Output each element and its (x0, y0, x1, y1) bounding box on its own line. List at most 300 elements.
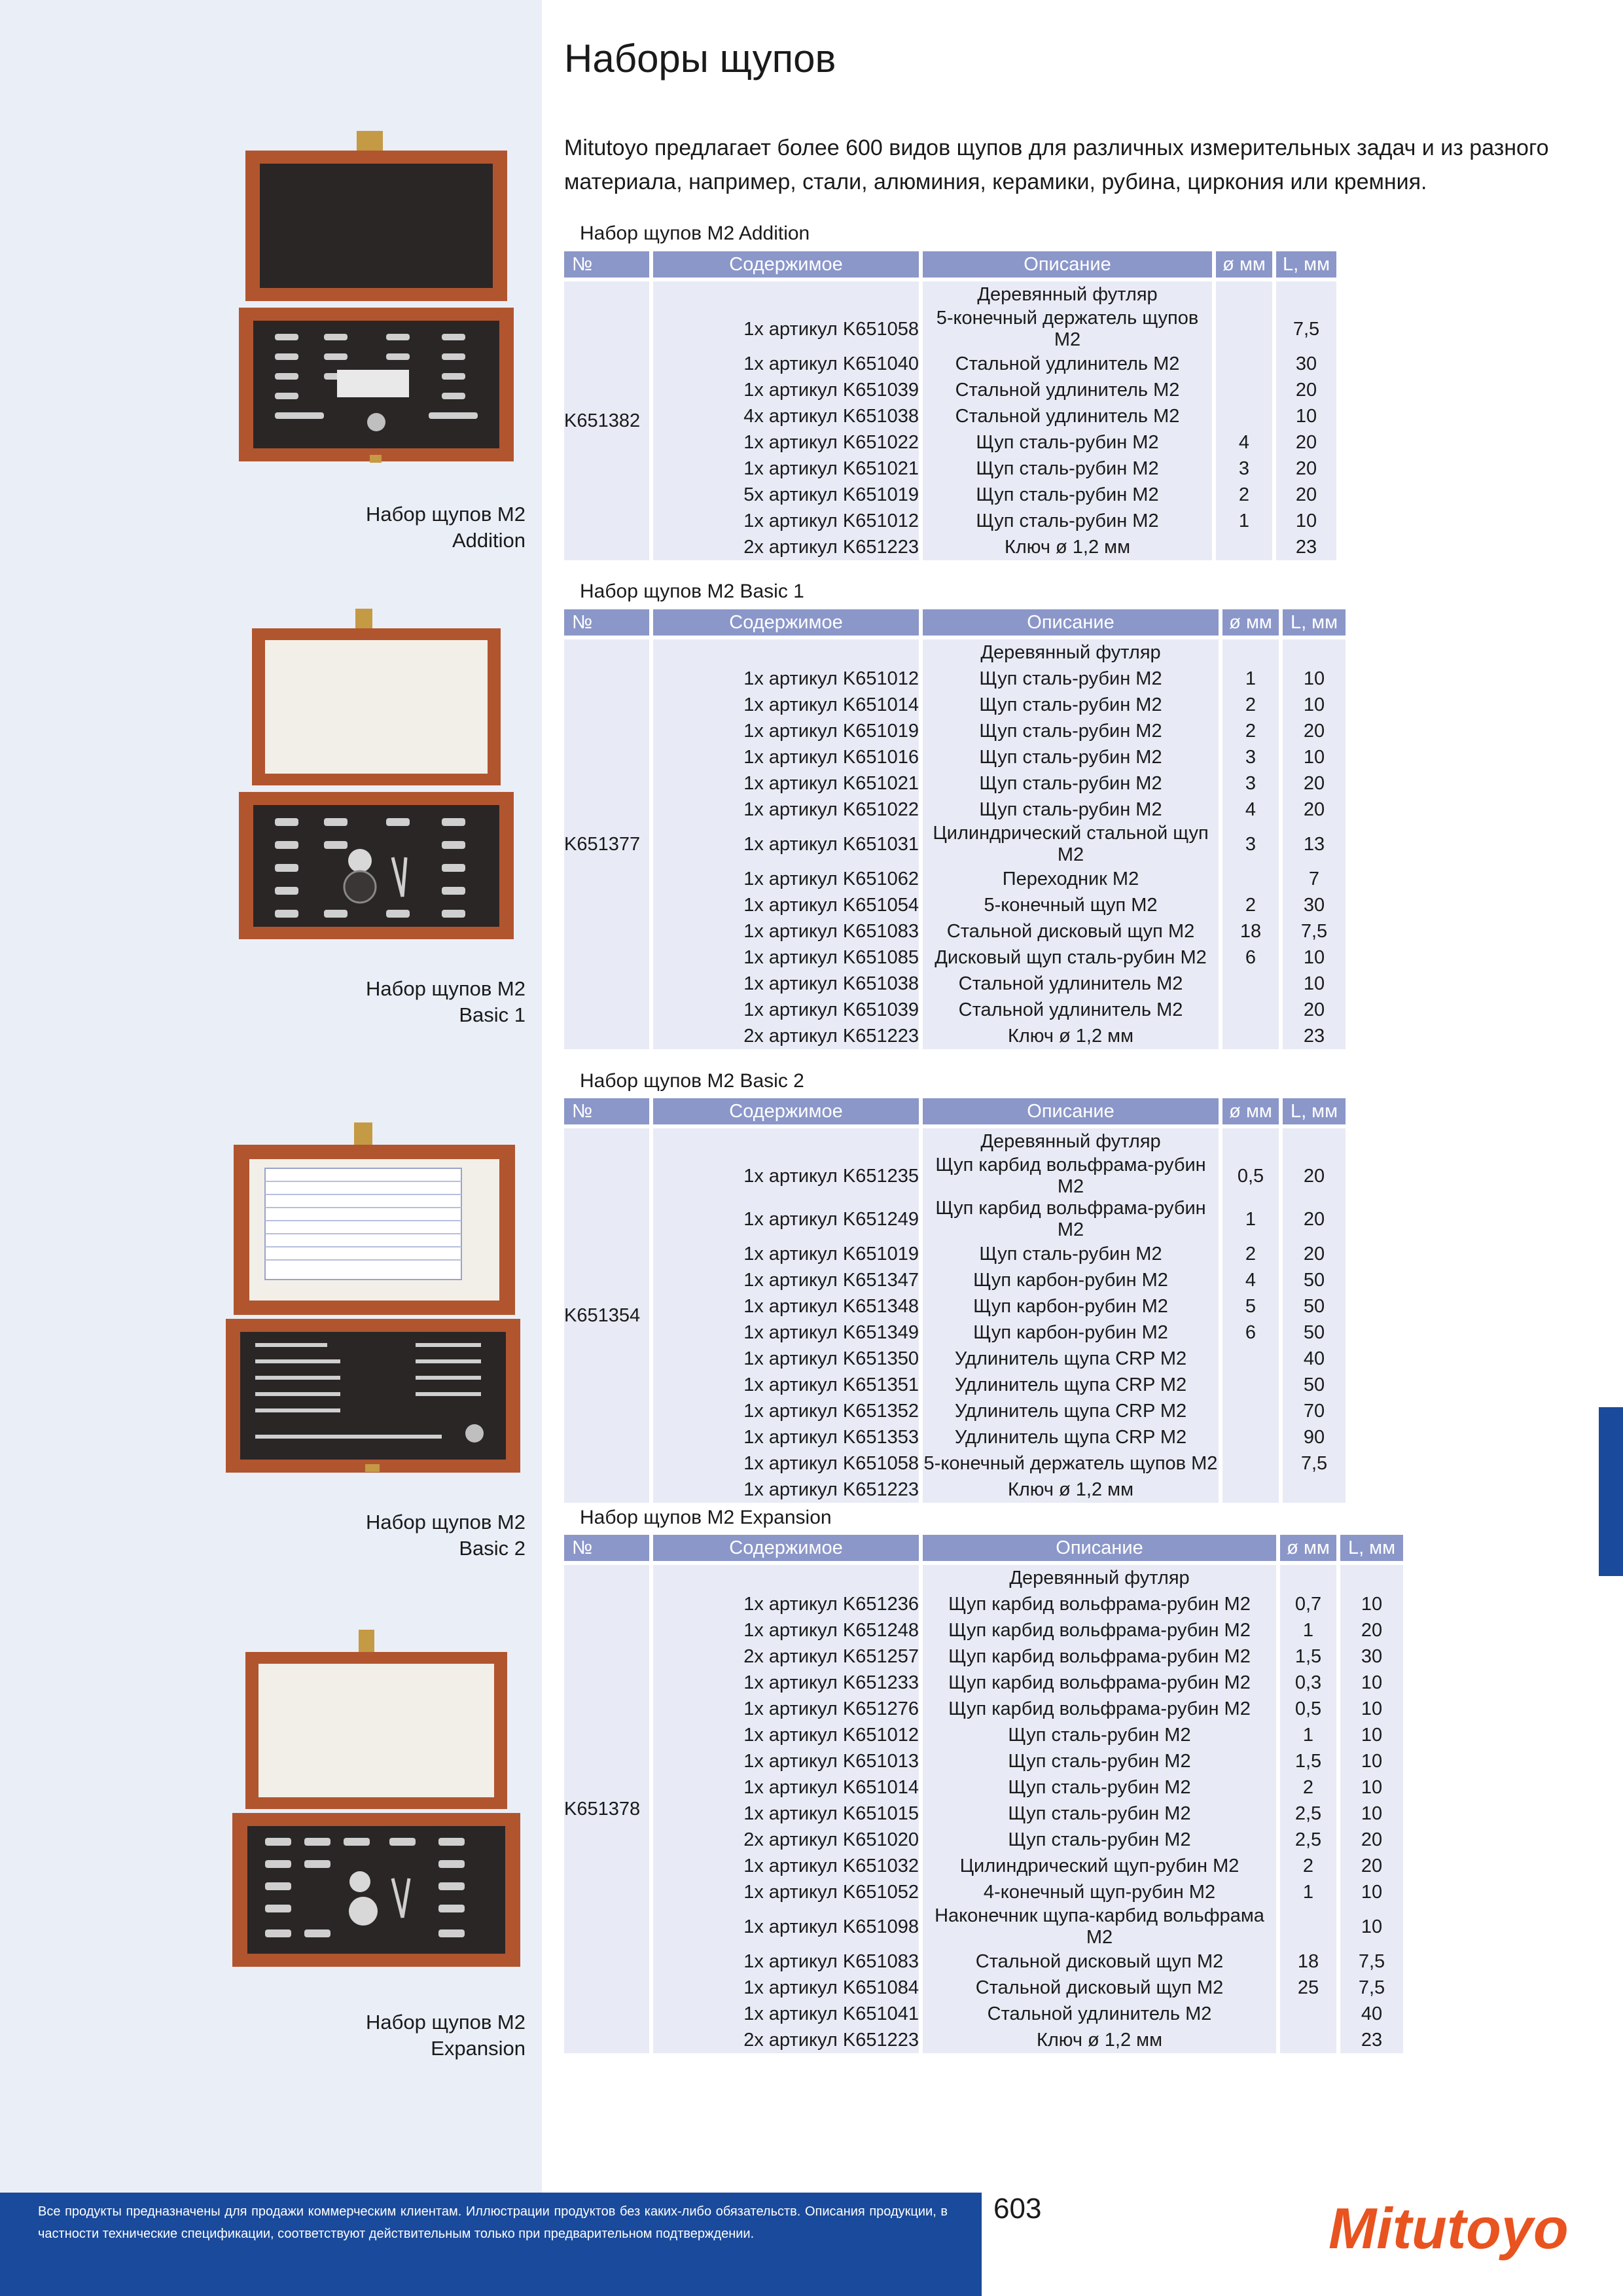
diameter-cell: 2 (1280, 1853, 1340, 1879)
contents-cell: 1x артикул K651351 (653, 1372, 923, 1398)
length-cell: 20 (1340, 1853, 1403, 1879)
description-cell: Стальной дисковый щуп M2 (923, 1948, 1280, 1975)
description-cell: Щуп карбон-рубин M2 (923, 1293, 1222, 1319)
contents-cell (653, 1124, 923, 1155)
length-cell: 20 (1276, 456, 1336, 482)
length-cell: 10 (1283, 692, 1346, 718)
description-cell: Деревянный футляр (923, 1124, 1222, 1155)
description-cell: Щуп карбид вольфрама-рубин M2 (923, 1591, 1280, 1617)
caption-line: Basic 2 (459, 1537, 526, 1560)
diameter-cell: 2 (1222, 1241, 1283, 1267)
description-cell: Удлинитель щупа CRP M2 (923, 1398, 1222, 1424)
diameter-cell: 1 (1280, 1617, 1340, 1643)
contents-cell: 1x артикул K651021 (653, 770, 923, 797)
diameter-cell: 1 (1216, 508, 1276, 534)
contents-cell: 1x артикул K651022 (653, 429, 923, 456)
diameter-cell: 18 (1222, 918, 1283, 944)
description-cell: Стальной удлинитель M2 (923, 2001, 1280, 2027)
diameter-cell: 5 (1222, 1293, 1283, 1319)
caption-line: Набор щупов M2 (365, 1511, 526, 1534)
contents-cell: 1x артикул K651235 (653, 1155, 923, 1198)
diameter-cell: 2 (1280, 1774, 1340, 1801)
page-title: Наборы щупов (564, 37, 836, 81)
header-diameter: ø мм (1216, 251, 1276, 278)
length-cell: 7,5 (1340, 1948, 1403, 1975)
table-row (564, 278, 1336, 308)
diameter-cell (1222, 1023, 1283, 1049)
length-cell: 7,5 (1283, 1450, 1346, 1477)
diameter-cell: 4 (1216, 429, 1276, 456)
description-cell: Деревянный футляр (923, 1561, 1280, 1591)
description-cell: Щуп сталь-рубин M2 (923, 1801, 1280, 1827)
description-cell: Щуп карбид вольфрама-рубин M2 (923, 1643, 1280, 1670)
length-cell: 10 (1283, 744, 1346, 770)
table-row (564, 308, 1336, 351)
table-row (564, 1853, 1403, 1879)
description-cell: Стальной дисковый щуп M2 (923, 918, 1222, 944)
diameter-cell (1216, 403, 1276, 429)
header-diameter: ø мм (1280, 1535, 1340, 1561)
contents-cell: 1x артикул K651248 (653, 1617, 923, 1643)
diameter-cell (1222, 636, 1283, 666)
table-row (564, 1023, 1346, 1049)
kit-title-addition: Набор щупов M2 Addition (580, 223, 810, 244)
contents-cell: 1x артикул K651039 (653, 997, 923, 1023)
diameter-cell: 3 (1222, 770, 1283, 797)
length-cell (1283, 1124, 1346, 1155)
table-row (564, 1748, 1403, 1774)
contents-cell: 1x артикул K651350 (653, 1346, 923, 1372)
length-cell: 20 (1283, 1198, 1346, 1241)
kit-title-expansion: Набор щупов M2 Expansion (580, 1507, 832, 1528)
contents-cell: 5x артикул K651019 (653, 482, 923, 508)
photo-caption-basic-1 (264, 976, 526, 1028)
diameter-cell: 0,5 (1222, 1155, 1283, 1198)
table-row (564, 351, 1336, 377)
header-no: № (564, 1098, 653, 1124)
diameter-cell: 3 (1216, 456, 1276, 482)
length-cell: 13 (1283, 823, 1346, 866)
description-cell: Щуп сталь-рубин M2 (923, 429, 1216, 456)
length-cell: 50 (1283, 1267, 1346, 1293)
length-cell: 20 (1283, 1241, 1346, 1267)
description-cell: 5-конечный щуп M2 (923, 892, 1222, 918)
length-cell: 50 (1283, 1293, 1346, 1319)
contents-cell: 1x артикул K651058 (653, 308, 923, 351)
table-row (564, 971, 1346, 997)
diameter-cell: 1,5 (1280, 1748, 1340, 1774)
description-cell: Удлинитель щупа CRP M2 (923, 1346, 1222, 1372)
table-row (564, 1975, 1403, 2001)
table-row (564, 1198, 1346, 1241)
table-row (564, 797, 1346, 823)
table-row (564, 1372, 1346, 1398)
description-cell: Стальной удлинитель M2 (923, 377, 1216, 403)
caption-line: Набор щупов M2 (365, 977, 526, 1000)
header-description: Описание (923, 609, 1222, 636)
length-cell: 10 (1340, 1696, 1403, 1722)
diameter-cell (1222, 1346, 1283, 1372)
diameter-cell: 0,3 (1280, 1670, 1340, 1696)
contents-cell: 1x артикул K651015 (653, 1801, 923, 1827)
intro-paragraph: Mitutoyo предлагает более 600 видов щупов для различных измерительных задач и из разного материала, например, стали, алюминия, керамики, рубина, циркония или кремния. (564, 135, 1549, 194)
diameter-cell: 1 (1222, 666, 1283, 692)
contents-cell: 1x артикул K651019 (653, 718, 923, 744)
kit-title-basic-2: Набор щупов M2 Basic 2 (580, 1070, 804, 1092)
contents-cell: 1x артикул K651039 (653, 377, 923, 403)
diameter-cell (1222, 866, 1283, 892)
table-row (564, 823, 1346, 866)
contents-cell: 1x артикул K651347 (653, 1267, 923, 1293)
table-row (564, 944, 1346, 971)
description-cell: Ключ ø 1,2 мм (923, 1023, 1222, 1049)
table-row (564, 1774, 1403, 1801)
description-cell: Щуп сталь-рубин M2 (923, 456, 1216, 482)
table-row (564, 456, 1336, 482)
header-diameter: ø мм (1222, 609, 1283, 636)
description-cell: 5-конечный держатель щупов M2 (923, 308, 1216, 351)
contents-cell: 1x артикул K651085 (653, 944, 923, 971)
table-row (564, 1670, 1403, 1696)
description-cell: Щуп сталь-рубин M2 (923, 482, 1216, 508)
wooden-case-open-lid-icon (239, 609, 527, 942)
contents-cell: 1x артикул K651022 (653, 797, 923, 823)
header-diameter: ø мм (1222, 1098, 1283, 1124)
table-row (564, 1450, 1346, 1477)
contents-cell: 1x артикул K651032 (653, 1853, 923, 1879)
description-cell: Ключ ø 1,2 мм (923, 534, 1216, 560)
table-row (564, 1879, 1403, 1905)
description-cell: Щуп сталь-рубин M2 (923, 797, 1222, 823)
description-cell: Ключ ø 1,2 мм (923, 2027, 1280, 2053)
diameter-cell: 4 (1222, 797, 1283, 823)
diameter-cell: 2 (1222, 692, 1283, 718)
contents-cell: 1x артикул K651249 (653, 1198, 923, 1241)
length-cell: 10 (1283, 944, 1346, 971)
description-cell: Щуп карбид вольфрама-рубин M2 (923, 1617, 1280, 1643)
diameter-cell (1222, 997, 1283, 1023)
table-row (564, 1696, 1403, 1722)
article-number-cell: K651382 (564, 278, 653, 560)
kit-title-basic-1: Набор щупов M2 Basic 1 (580, 581, 804, 602)
description-cell: Щуп сталь-рубин M2 (923, 692, 1222, 718)
header-description: Описание (923, 1535, 1280, 1561)
table-row (564, 1424, 1346, 1450)
contents-cell: 1x артикул K651084 (653, 1975, 923, 2001)
length-cell: 30 (1340, 1643, 1403, 1670)
diameter-cell (1222, 1450, 1283, 1477)
table-row (564, 744, 1346, 770)
length-cell: 7,5 (1283, 918, 1346, 944)
contents-cell: 1x артикул K651058 (653, 1450, 923, 1477)
description-cell: Щуп карбид вольфрама-рубин M2 (923, 1670, 1280, 1696)
description-cell: Стальной дисковый щуп M2 (923, 1975, 1280, 2001)
description-cell: Стальной удлинитель M2 (923, 351, 1216, 377)
length-cell: 7,5 (1340, 1975, 1403, 2001)
header-contents: Содержимое (653, 251, 923, 278)
table-row (564, 892, 1346, 918)
contents-cell: 1x артикул K651236 (653, 1591, 923, 1617)
length-cell: 23 (1276, 534, 1336, 560)
caption-line: Expansion (431, 2037, 526, 2060)
description-cell: Щуп сталь-рубин M2 (923, 508, 1216, 534)
diameter-cell: 3 (1222, 744, 1283, 770)
article-number-cell: K651377 (564, 636, 653, 1049)
diameter-cell (1222, 1124, 1283, 1155)
description-cell: Щуп сталь-рубин M2 (923, 770, 1222, 797)
length-cell: 10 (1340, 1905, 1403, 1948)
table-row (564, 2027, 1403, 2053)
description-cell: Стальной удлинитель M2 (923, 997, 1222, 1023)
description-cell: 4-конечный щуп-рубин M2 (923, 1879, 1280, 1905)
table-row (564, 1948, 1403, 1975)
contents-cell: 1x артикул K651052 (653, 1879, 923, 1905)
diameter-cell (1216, 308, 1276, 351)
table-row (564, 1241, 1346, 1267)
length-cell: 20 (1283, 1155, 1346, 1198)
contents-cell: 2x артикул K651223 (653, 534, 923, 560)
diameter-cell (1280, 1561, 1340, 1591)
description-cell: Удлинитель щупа CRP M2 (923, 1372, 1222, 1398)
description-cell: Щуп карбид вольфрама-рубин M2 (923, 1198, 1222, 1241)
table-row (564, 508, 1336, 534)
diameter-cell (1216, 377, 1276, 403)
description-cell: Щуп карбид вольфрама-рубин M2 (923, 1696, 1280, 1722)
length-cell: 23 (1283, 1023, 1346, 1049)
contents-cell: 1x артикул K651062 (653, 866, 923, 892)
contents-cell: 1x артикул K651041 (653, 2001, 923, 2027)
length-cell: 50 (1283, 1372, 1346, 1398)
header-contents: Содержимое (653, 1535, 923, 1561)
diameter-cell: 1 (1280, 1879, 1340, 1905)
diameter-cell (1222, 1372, 1283, 1398)
length-cell (1283, 636, 1346, 666)
length-cell (1276, 278, 1336, 308)
diameter-cell (1222, 1477, 1283, 1503)
table-row (564, 636, 1346, 666)
contents-cell: 1x артикул K651012 (653, 1722, 923, 1748)
description-cell: Деревянный футляр (923, 636, 1222, 666)
diameter-cell (1216, 534, 1276, 560)
length-cell: 10 (1340, 1879, 1403, 1905)
contents-cell: 2x артикул K651020 (653, 1827, 923, 1853)
length-cell: 20 (1276, 482, 1336, 508)
header-contents: Содержимое (653, 1098, 923, 1124)
kit-table-addition (564, 251, 1336, 560)
contents-cell: 1x артикул K651021 (653, 456, 923, 482)
length-cell: 30 (1276, 351, 1336, 377)
table-row (564, 1722, 1403, 1748)
length-cell: 10 (1340, 1670, 1403, 1696)
diameter-cell: 4 (1222, 1267, 1283, 1293)
table-row (564, 482, 1336, 508)
diameter-cell: 6 (1222, 944, 1283, 971)
length-cell: 7 (1283, 866, 1346, 892)
table-row (564, 1155, 1346, 1198)
length-cell: 20 (1283, 997, 1346, 1023)
length-cell: 10 (1283, 666, 1346, 692)
length-cell: 10 (1340, 1801, 1403, 1827)
photo-caption-addition (264, 501, 526, 554)
photo-caption-expansion (264, 2009, 526, 2062)
caption-line: Набор щупов M2 (365, 2011, 526, 2034)
diameter-cell (1222, 971, 1283, 997)
contents-cell (653, 636, 923, 666)
length-cell: 40 (1340, 2001, 1403, 2027)
description-cell: Щуп сталь-рубин M2 (923, 1774, 1280, 1801)
contents-cell: 1x артикул K651098 (653, 1905, 923, 1948)
table-row (564, 1905, 1403, 1948)
table-row (564, 1801, 1403, 1827)
length-cell: 20 (1276, 377, 1336, 403)
length-cell: 10 (1340, 1722, 1403, 1748)
contents-cell: 1x артикул K651012 (653, 508, 923, 534)
header-no: № (564, 1535, 653, 1561)
article-number-cell: K651378 (564, 1561, 653, 2053)
table-row (564, 1643, 1403, 1670)
diameter-cell (1222, 1424, 1283, 1450)
kit-table-expansion (564, 1535, 1403, 2053)
contents-cell: 1x артикул K651083 (653, 918, 923, 944)
description-cell: 5-конечный держатель щупов M2 (923, 1450, 1222, 1477)
mitutoyo-logo (1329, 2189, 1590, 2268)
length-cell: 10 (1340, 1774, 1403, 1801)
contents-cell: 1x артикул K651353 (653, 1424, 923, 1450)
contents-cell: 2x артикул K651223 (653, 2027, 923, 2053)
description-cell: Щуп сталь-рубин M2 (923, 744, 1222, 770)
length-cell: 10 (1340, 1591, 1403, 1617)
description-cell: Щуп сталь-рубин M2 (923, 1748, 1280, 1774)
diameter-cell: 0,5 (1280, 1696, 1340, 1722)
diameter-cell: 0,7 (1280, 1591, 1340, 1617)
wooden-case-open-lid-icon (229, 1630, 524, 1970)
diameter-cell: 18 (1280, 1948, 1340, 1975)
table-row (564, 666, 1346, 692)
page-number: 603 (993, 2193, 1042, 2225)
footer-disclaimer: Все продукты предназначены для продажи коммерческим клиентам. Иллюстрации продуктов без каких-либо обязательств. Описания продукции, в частности технические спецификации, соответствуют действительным только при предварительном подтверждении. (38, 2204, 948, 2241)
length-cell: 20 (1340, 1617, 1403, 1643)
table-row (564, 1561, 1403, 1591)
table-row (564, 692, 1346, 718)
diameter-cell (1216, 278, 1276, 308)
wooden-case-open-lid-icon (239, 131, 527, 465)
table-row (564, 403, 1336, 429)
wooden-case-open-lid-icon (226, 1122, 527, 1476)
table-row (564, 1267, 1346, 1293)
description-cell: Щуп сталь-рубин M2 (923, 1827, 1280, 1853)
diameter-cell: 2,5 (1280, 1827, 1340, 1853)
length-cell: 10 (1340, 1748, 1403, 1774)
caption-line: Набор щупов M2 (365, 503, 526, 526)
table-row (564, 918, 1346, 944)
photo-caption-basic-2 (264, 1509, 526, 1562)
description-cell: Дисковый щуп сталь-рубин M2 (923, 944, 1222, 971)
section-tab (1599, 1407, 1623, 1576)
contents-cell: 1x артикул K651019 (653, 1241, 923, 1267)
length-cell: 40 (1283, 1346, 1346, 1372)
contents-cell: 1x артикул K651349 (653, 1319, 923, 1346)
length-cell: 7,5 (1276, 308, 1336, 351)
diameter-cell: 2,5 (1280, 1801, 1340, 1827)
table-row (564, 997, 1346, 1023)
header-description: Описание (923, 1098, 1222, 1124)
description-cell: Наконечник щупа-карбид вольфрама M2 (923, 1905, 1280, 1948)
header-length: L, мм (1276, 251, 1336, 278)
kit-table-basic-2 (564, 1098, 1346, 1503)
length-cell: 23 (1340, 2027, 1403, 2053)
article-number-cell: K651354 (564, 1124, 653, 1503)
contents-cell (653, 1561, 923, 1591)
diameter-cell (1280, 2001, 1340, 2027)
description-cell: Ключ ø 1,2 мм (923, 1477, 1222, 1503)
length-cell: 70 (1283, 1398, 1346, 1424)
table-row (564, 718, 1346, 744)
header-no: № (564, 609, 653, 636)
description-cell: Щуп карбид вольфрама-рубин M2 (923, 1155, 1222, 1198)
description-cell: Удлинитель щупа CRP M2 (923, 1424, 1222, 1450)
contents-cell: 1x артикул K651233 (653, 1670, 923, 1696)
table-row (564, 1293, 1346, 1319)
contents-cell: 4x артикул K651038 (653, 403, 923, 429)
length-cell: 20 (1283, 718, 1346, 744)
header-contents: Содержимое (653, 609, 923, 636)
diameter-cell: 2 (1222, 892, 1283, 918)
contents-cell: 2x артикул K651257 (653, 1643, 923, 1670)
length-cell: 30 (1283, 892, 1346, 918)
contents-cell: 1x артикул K651014 (653, 1774, 923, 1801)
diameter-cell: 1 (1222, 1198, 1283, 1241)
length-cell: 10 (1276, 403, 1336, 429)
description-cell: Цилиндрический щуп-рубин M2 (923, 1853, 1280, 1879)
description-cell: Щуп карбон-рубин M2 (923, 1319, 1222, 1346)
length-cell: 20 (1340, 1827, 1403, 1853)
contents-cell: 1x артикул K651012 (653, 666, 923, 692)
description-cell: Деревянный футляр (923, 278, 1216, 308)
length-cell: 90 (1283, 1424, 1346, 1450)
diameter-cell: 2 (1222, 718, 1283, 744)
diameter-cell (1280, 2027, 1340, 2053)
header-no: № (564, 251, 653, 278)
length-cell: 20 (1276, 429, 1336, 456)
diameter-cell (1280, 1905, 1340, 1948)
description-cell: Переходник M2 (923, 866, 1222, 892)
description-cell: Щуп сталь-рубин M2 (923, 1722, 1280, 1748)
diameter-cell (1222, 1398, 1283, 1424)
caption-line: Addition (452, 529, 526, 552)
header-description: Описание (923, 251, 1216, 278)
contents-cell: 1x артикул K651352 (653, 1398, 923, 1424)
description-cell: Щуп сталь-рубин M2 (923, 1241, 1222, 1267)
contents-cell: 1x артикул K651016 (653, 744, 923, 770)
length-cell: 20 (1283, 770, 1346, 797)
contents-cell: 1x артикул K651276 (653, 1696, 923, 1722)
contents-cell: 1x артикул K651223 (653, 1477, 923, 1503)
diameter-cell: 2 (1216, 482, 1276, 508)
description-cell: Цилиндрический стальной щуп M2 (923, 823, 1222, 866)
description-cell: Стальной удлинитель M2 (923, 403, 1216, 429)
description-cell: Щуп сталь-рубин M2 (923, 718, 1222, 744)
contents-cell: 1x артикул K651014 (653, 692, 923, 718)
contents-cell: 1x артикул K651038 (653, 971, 923, 997)
length-cell (1340, 1561, 1403, 1591)
description-cell: Щуп карбон-рубин M2 (923, 1267, 1222, 1293)
diameter-cell: 6 (1222, 1319, 1283, 1346)
header-length: L, мм (1283, 1098, 1346, 1124)
contents-cell: 2x артикул K651223 (653, 1023, 923, 1049)
length-cell: 20 (1283, 797, 1346, 823)
length-cell: 10 (1276, 508, 1336, 534)
logo-text: Mitutoyo (1329, 2196, 1569, 2261)
